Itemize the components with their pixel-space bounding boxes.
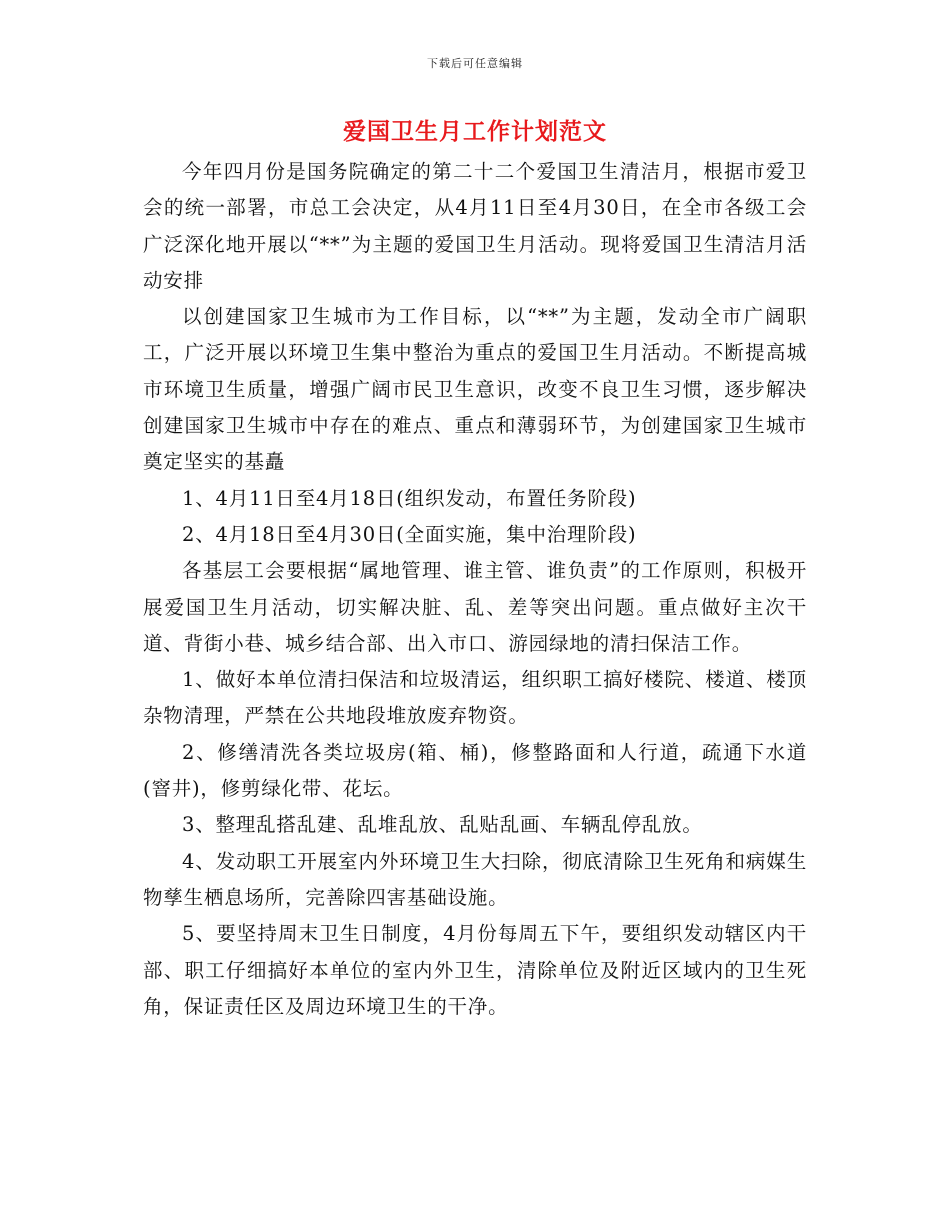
- paragraph: 4、发动职工开展室内外环境卫生大扫除，彻底清除卫生死角和病媒生物孳生栖息场所，完善除四害基础设施。: [143, 849, 807, 909]
- paragraph: 5、要坚持周末卫生日制度，4月份每周五下午，要组织发动辖区内干部、职工仔细搞好本单位的室内外卫生，清除单位及附近区域内的卫生死角，保证责任区及周边环境卫生的干净。: [143, 922, 807, 1018]
- paragraph: 1、4月11日至4月18日(组织发动，布置任务阶段): [182, 486, 637, 510]
- paragraph: 1、做好本单位清扫保洁和垃圾清运，组织职工搞好楼院、楼道、楼顶杂物清理，严禁在公共地段堆放废弃物资。: [143, 668, 807, 728]
- paragraph: 2、修缮清洗各类垃圾房(箱、桶)，修整路面和人行道，疏通下水道(窨井)，修剪绿化带、花坛。: [143, 740, 807, 801]
- paragraph: 3、整理乱搭乱建、乱堆乱放、乱贴乱画、车辆乱停乱放。: [182, 813, 703, 837]
- document-body: [143, 154, 807, 1025]
- paragraph: 以创建国家卫生城市为工作目标，以“**”为主题，发动全市广阔职工，广泛开展以环境卫生集中整治为重点的爱国卫生月活动。不断提高城市环境卫生质量，增强广阔市民卫生意识，改变不良卫生习惯，逐步解决创建国家卫生城市中存在的难点、重点和薄弱环节，为创建国家卫生城市奠定坚实的基矗: [143, 305, 807, 474]
- document-title: 爱国卫生月工作计划范文: [343, 118, 607, 145]
- header-note: 下载后可任意编辑: [427, 57, 523, 70]
- paragraph: 今年四月份是国务院确定的第二十二个爱国卫生清洁月，根据市爱卫会的统一部署，市总工会决定，从4月11日至4月30日，在全市各级工会广泛深化地开展以“**”为主题的爱国卫生月活动。现将爱国卫生清洁月活动安排: [143, 160, 807, 292]
- paragraph: 各基层工会要根据“属地管理、谁主管、谁负责”的工作原则，积极开展爱国卫生月活动，切实解决脏、乱、差等突出问题。重点做好主次干道、背街小巷、城乡结合部、出入市口、游园绿地的清扫保洁工作。: [143, 559, 807, 655]
- paragraph: 2、4月18日至4月30日(全面实施，集中治理阶段): [182, 522, 637, 546]
